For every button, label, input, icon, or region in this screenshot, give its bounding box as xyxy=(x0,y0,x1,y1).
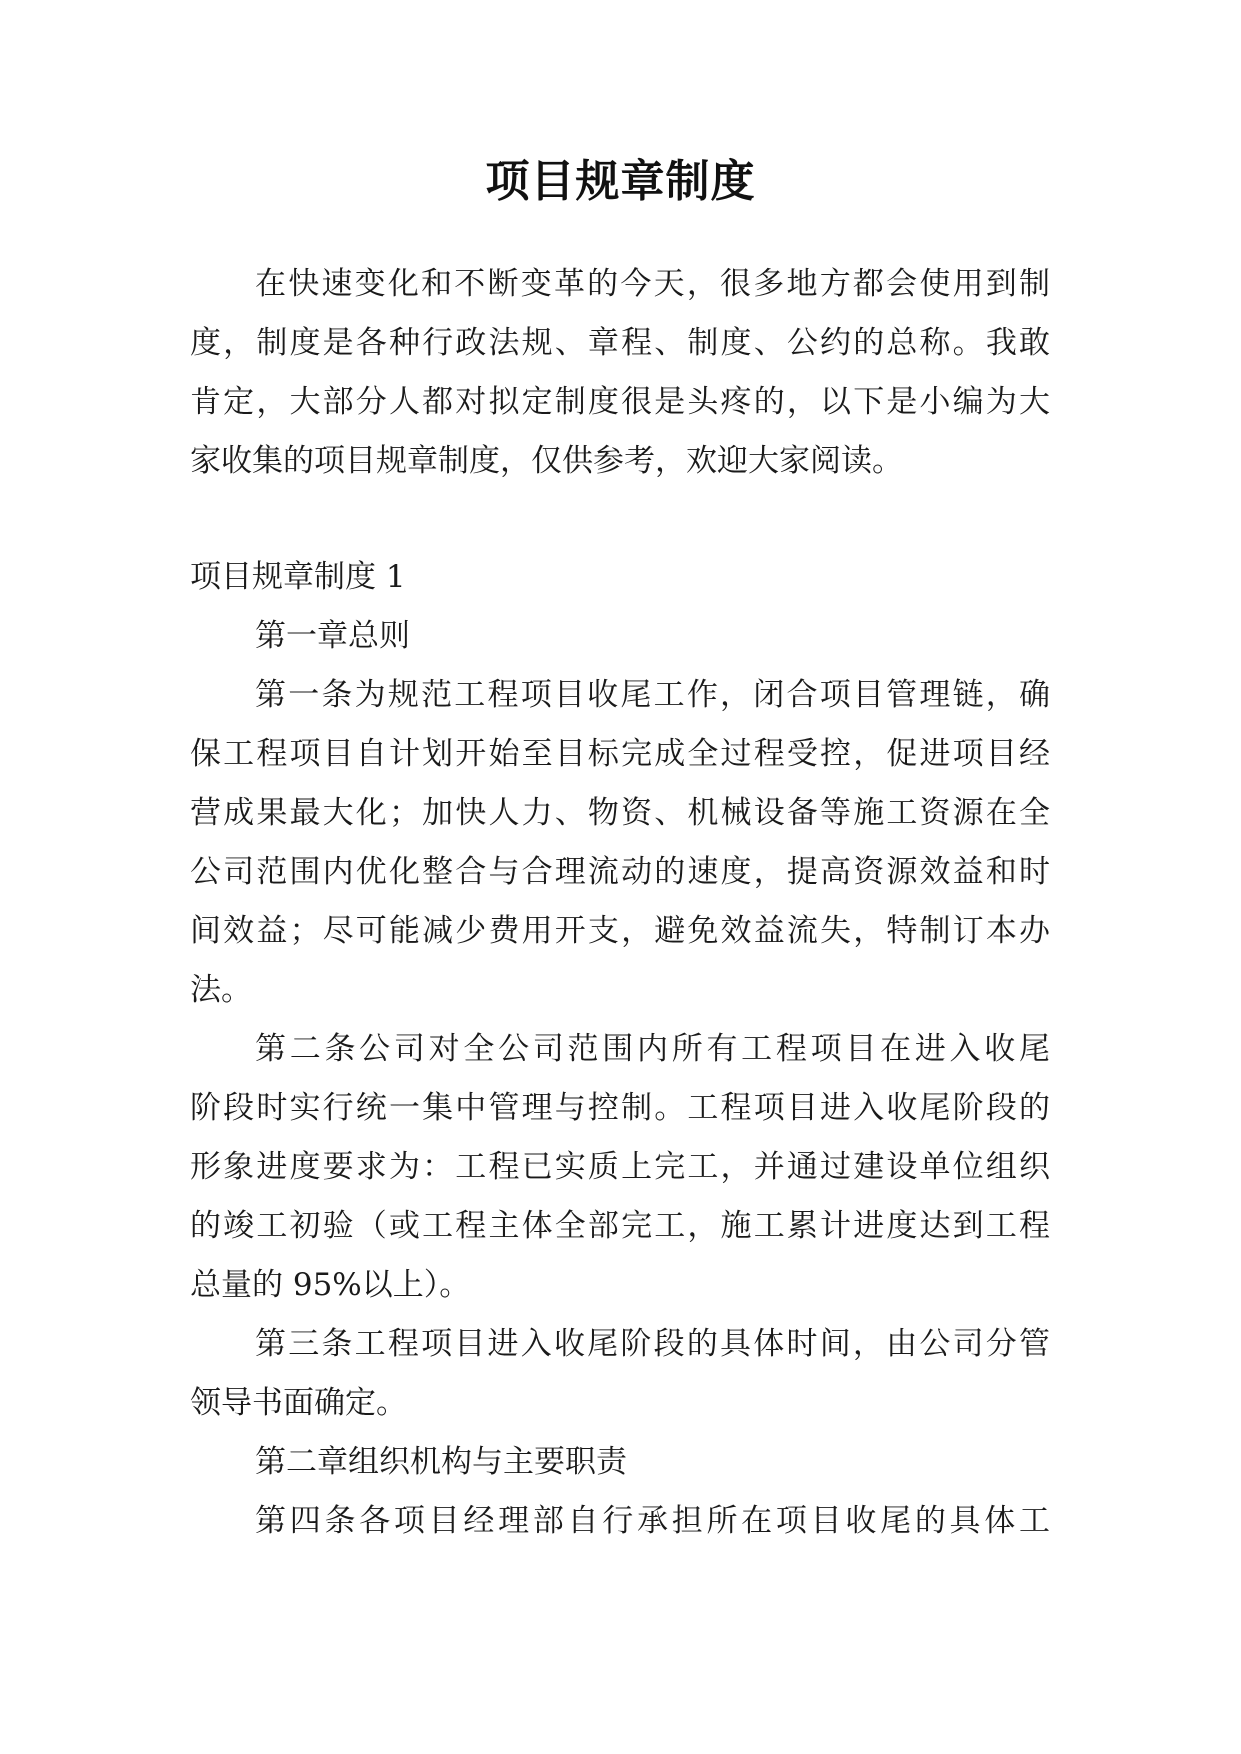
section-heading: 项目规章制度 1 xyxy=(190,559,406,595)
article-line: 总量的 95%以上）。 xyxy=(190,1267,471,1303)
article-line: 间效益；尽可能减少费用开支，避免效益流失，特制订本办 xyxy=(190,913,1050,949)
article-line: 形象进度要求为：工程已实质上完工，并通过建设单位组织 xyxy=(190,1149,1050,1185)
article-line: 的竣工初验（或工程主体全部完工，施工累计进度达到工程 xyxy=(190,1208,1050,1244)
article-line: 第二条公司对全公司范围内所有工程项目在进入收尾 xyxy=(255,1031,1050,1067)
article-line: 保工程项目自计划开始至目标完成全过程受控，促进项目经 xyxy=(190,736,1050,772)
article-line: 阶段时实行统一集中管理与控制。工程项目进入收尾阶段的 xyxy=(190,1090,1050,1126)
article-line: 第四条各项目经理部自行承担所在项目收尾的具体工 xyxy=(255,1503,1050,1539)
article-line: 营成果最大化；加快人力、物资、机械设备等施工资源在全 xyxy=(190,795,1050,831)
document-title: 项目规章制度 xyxy=(485,156,756,207)
intro-line: 肯定，大部分人都对拟定制度很是头疼的，以下是小编为大 xyxy=(190,384,1050,420)
article-line: 领导书面确定。 xyxy=(190,1385,407,1421)
intro-line: 度，制度是各种行政法规、章程、制度、公约的总称。我敢 xyxy=(190,325,1050,361)
article-line: 法。 xyxy=(190,972,252,1008)
chapter-heading: 第二章组织机构与主要职责 xyxy=(255,1444,627,1480)
intro-line: 在快速变化和不断变革的今天，很多地方都会使用到制 xyxy=(255,266,1050,302)
article-line: 公司范围内优化整合与合理流动的速度，提高资源效益和时 xyxy=(190,854,1050,890)
article-line: 第三条工程项目进入收尾阶段的具体时间，由公司分管 xyxy=(255,1326,1050,1362)
intro-line: 家收集的项目规章制度，仅供参考，欢迎大家阅读。 xyxy=(190,443,903,479)
chapter-heading: 第一章总则 xyxy=(255,618,410,654)
article-line: 第一条为规范工程项目收尾工作，闭合项目管理链，确 xyxy=(255,677,1050,713)
